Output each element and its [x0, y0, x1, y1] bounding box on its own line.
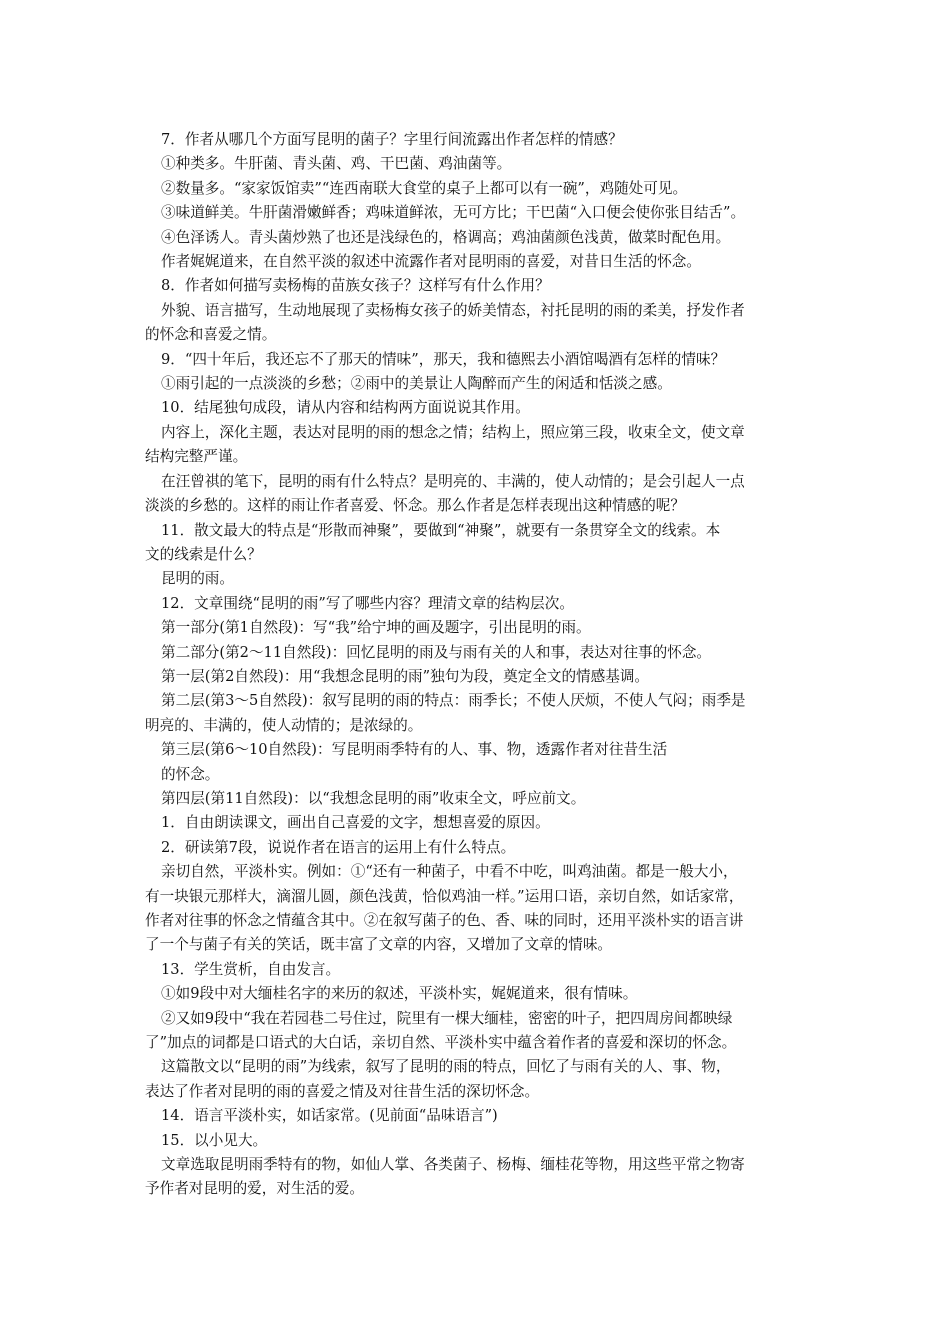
task-1: 1．自由朗读课文，画出自己喜爱的文字，想想喜爱的原因。 — [161, 814, 550, 832]
answer-7-item-3: ③味道鲜美。牛肝菌滑嫩鲜香；鸡味道鲜浓，无可方比；干巴菌“入口便会使你张目结舌”。 — [161, 204, 746, 222]
answer-8-line-1: 外貌、语言描写，生动地展现了卖杨梅女孩子的娇美情态，衬托昆明的雨的柔美，抒发作者 — [161, 301, 745, 319]
structure-layer-2-line-1: 第二层(第3～5自然段)：叙写昆明的雨的特点：雨季长；不使人厌烦，不使人气闷；雨季是 — [161, 692, 746, 710]
document-body — [145, 128, 810, 1202]
answer-8-line-2: 的怀念和喜爱之情。 — [145, 326, 277, 344]
answer-task-2-line-4: 了一个与菌子有关的笑话，既丰富了文章的内容，又增加了文章的情味。 — [145, 936, 613, 954]
answer-11: 昆明的雨。 — [161, 570, 234, 588]
answer-10-line-2: 结构完整严谨。 — [145, 448, 248, 466]
paragraph-rain-line-2: 淡淡的乡愁的。这样的雨让作者喜爱、怀念。那么作者是怎样表现出这种情感的呢？ — [145, 497, 685, 515]
answer-15-detail-line-2: 予作者对昆明的爱，对生活的爱。 — [145, 1180, 364, 1198]
question-12: 12．文章围绕“昆明的雨”写了哪些内容？理清文章的结构层次。 — [161, 594, 574, 612]
structure-layer-2-line-2: 明亮的、丰满的，使人动情的；是浓绿的。 — [145, 716, 423, 734]
structure-layer-4: 第四层(第11自然段)：以“我想念昆明的雨”收束全文，呼应前文。 — [161, 789, 586, 807]
answer-7-item-2: ②数量多。“家家饭馆卖”“连西南联大食堂的桌子上都可以有一碗”，鸡随处可见。 — [161, 179, 688, 197]
summary-line-1: 这篇散文以“昆明的雨”为线索，叙写了昆明的雨的特点，回忆了与雨有关的人、事、物， — [161, 1058, 731, 1076]
summary-line-2: 表达了作者对昆明的雨的喜爱之情及对往昔生活的深切怀念。 — [145, 1082, 540, 1100]
answer-13-item-2-line-2: 了”加点的词都是口语式的大白话，亲切自然、平淡朴实中蕴含着作者的喜爱和深切的怀念。 — [145, 1034, 737, 1052]
question-7: 7．作者从哪几个方面写昆明的菌子？字里行间流露出作者怎样的情感？ — [161, 131, 623, 148]
answer-7-item-4: ④色泽诱人。青头菌炒熟了也还是浅绿色的，格调高；鸡油菌颜色浅黄，做菜时配色用。 — [161, 228, 731, 246]
question-11-line-2: 文的线索是什么？ — [145, 545, 262, 563]
answer-7-item-1: ①种类多。牛肝菌、青头菌、鸡、干巴菌、鸡油菌等。 — [161, 155, 512, 173]
question-8: 8．作者如何描写卖杨梅的苗族女孩子？这样写有什么作用？ — [161, 277, 550, 295]
answer-9: ①雨引起的一点淡淡的乡愁；②雨中的美景让人陶醉而产生的闲适和恬淡之感。 — [161, 375, 672, 393]
question-13: 13．学生赏析，自由发言。 — [161, 960, 341, 978]
structure-part-2: 第二部分(第2～11自然段)：回忆昆明的雨及与雨有关的人和事，表达对往事的怀念。 — [161, 643, 712, 661]
question-9: 9．“四十年后，我还忘不了那天的情味”，那天，我和德熙去小酒馆喝酒有怎样的情味？ — [161, 350, 726, 368]
answer-task-2-line-1: 亲切自然，平淡朴实。例如：①“还有一种菌子，中看不中吃，叫鸡油菌。都是一般大小， — [161, 863, 738, 881]
structure-layer-1: 第一层(第2自然段)：用“我想念昆明的雨”独句为段，奠定全文的情感基调。 — [161, 667, 650, 685]
answer-task-2-line-2: 有一块银元那样大，滴溜儿圆，颜色浅黄，恰似鸡油一样。”运用口语，亲切自然，如话家常， — [145, 887, 744, 905]
answer-13-item-1: ①如9段中对大缅桂名字的来历的叙述，平淡朴实，娓娓道来，很有情味。 — [161, 985, 638, 1003]
answer-7-summary: 作者娓娓道来，在自然平淡的叙述中流露作者对昆明雨的喜爱，对昔日生活的怀念。 — [161, 253, 701, 271]
structure-layer-3-line-1: 第三层(第6～10自然段)：写昆明雨季特有的人、事、物，透露作者对往昔生活 — [161, 741, 668, 759]
answer-14: 14．语言平淡朴实，如话家常。(见前面“品味语言”) — [161, 1107, 498, 1125]
answer-15: 15．以小见大。 — [161, 1131, 268, 1149]
answer-10-line-1: 内容上，深化主题，表达对昆明的雨的想念之情；结构上，照应第三段，收束全文，使文章 — [161, 423, 745, 441]
structure-part-1: 第一部分(第1自然段)：写“我”给宁坤的画及题字，引出昆明的雨。 — [161, 619, 591, 637]
structure-layer-3-line-2: 的怀念。 — [161, 765, 220, 783]
question-11-line-1: 11．散文最大的特点是“形散而神聚”，要做到“神聚”，就要有一条贯穿全文的线索。本 — [161, 521, 721, 539]
question-10: 10．结尾独句成段，请从内容和结构两方面说说其作用。 — [161, 399, 530, 417]
paragraph-rain-line-1: 在汪曾祺的笔下，昆明的雨有什么特点？是明亮的、丰满的，使人动情的；是会引起人一点 — [161, 472, 745, 490]
answer-task-2-line-3: 作者对往事的怀念之情蕴含其中。②在叙写菌子的色、香、味的同时，还用平淡朴实的语言讲 — [145, 912, 744, 929]
task-2: 2．研读第7段，说说作者在语言的运用上有什么特点。 — [161, 838, 516, 856]
answer-13-item-2-line-1: ②又如9段中“我在若园巷二号住过，院里有一棵大缅桂，密密的叶子，把四周房间都映绿 — [161, 1009, 733, 1027]
answer-15-detail-line-1: 文章选取昆明雨季特有的物，如仙人掌、各类菌子、杨梅、缅桂花等物，用这些平常之物寄 — [161, 1156, 745, 1174]
